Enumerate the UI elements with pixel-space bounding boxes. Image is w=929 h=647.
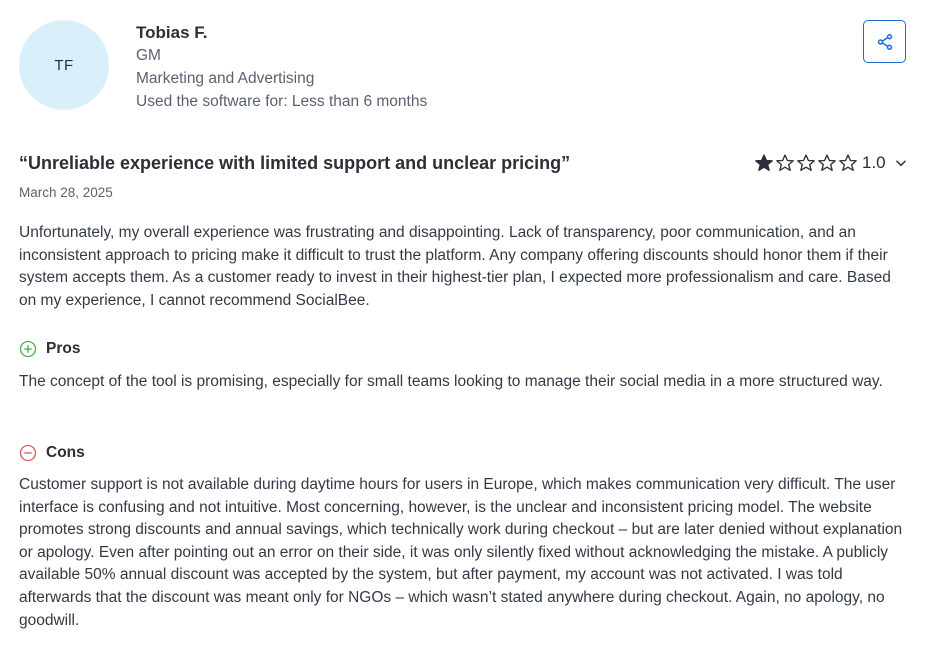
reviewer-name: Tobias F. (136, 23, 208, 42)
star-empty-icon (775, 153, 795, 173)
cons-text: Customer support is not available during daytime hours for users in Europe, which makes communication very difficult. The user interface is confusing and not intuitive. Most concerning, however, is the unclear and inconsistent pricing model. The website promotes strong discounts and annual savings, which technically work during checkout – but are later denied without explanation or apology. Even after pointing out an error on their side, it was only silently fixed without acknowledging the mistake. A publicly available 50% annual discount was accepted by the system, but after payment, my account was not activated. I was told afterwards that the discount was meant only for NGOs – which wasn’t stated anywhere during checkout. Again, no apology, no goodwill. (19, 476, 903, 629)
avatar (19, 20, 109, 110)
rating-score: 1.0 (862, 153, 886, 172)
chevron-down-icon (894, 156, 908, 170)
star-filled-icon (754, 153, 774, 173)
reviewer-industry: Marketing and Advertising (136, 70, 315, 87)
star-empty-icon (796, 153, 816, 173)
plus-circle-icon (19, 340, 37, 358)
review-date: March 28, 2025 (19, 185, 113, 200)
rating (754, 152, 908, 174)
review-title: “Unreliable experience with limited support and unclear pricing” (19, 153, 571, 173)
avatar-initials: TF (54, 56, 74, 74)
cons-heading (19, 444, 85, 462)
star-empty-icon (838, 153, 858, 173)
star-empty-icon (817, 153, 837, 173)
rating-stars (754, 153, 858, 173)
review-summary: Unfortunately, my overall experience was frustrating and disappointing. Lack of transparency, poor communication, and an inconsistent approach to pricing make it difficult to trust the platform. Any company offering discounts should honor them if their system accepts them. As a customer ready to invest in their highest-tier plan, I expected more professionalism and care. Based on my experience, I cannot recommend SocialBee. (19, 224, 891, 309)
rating-details-toggle[interactable] (894, 156, 908, 170)
share-icon (876, 33, 894, 51)
reviewer-role: GM (136, 47, 161, 64)
pros-text: The concept of the tool is promising, especially for small teams looking to manage their social media in a more structured way. (19, 373, 883, 390)
pros-label: Pros (46, 340, 81, 357)
minus-circle-icon (19, 444, 37, 462)
cons-label: Cons (46, 444, 85, 461)
share-button[interactable] (863, 20, 906, 63)
reviewer-usage: Used the software for: Less than 6 months (136, 93, 428, 110)
reviewer-info (136, 22, 427, 113)
pros-heading (19, 340, 80, 358)
